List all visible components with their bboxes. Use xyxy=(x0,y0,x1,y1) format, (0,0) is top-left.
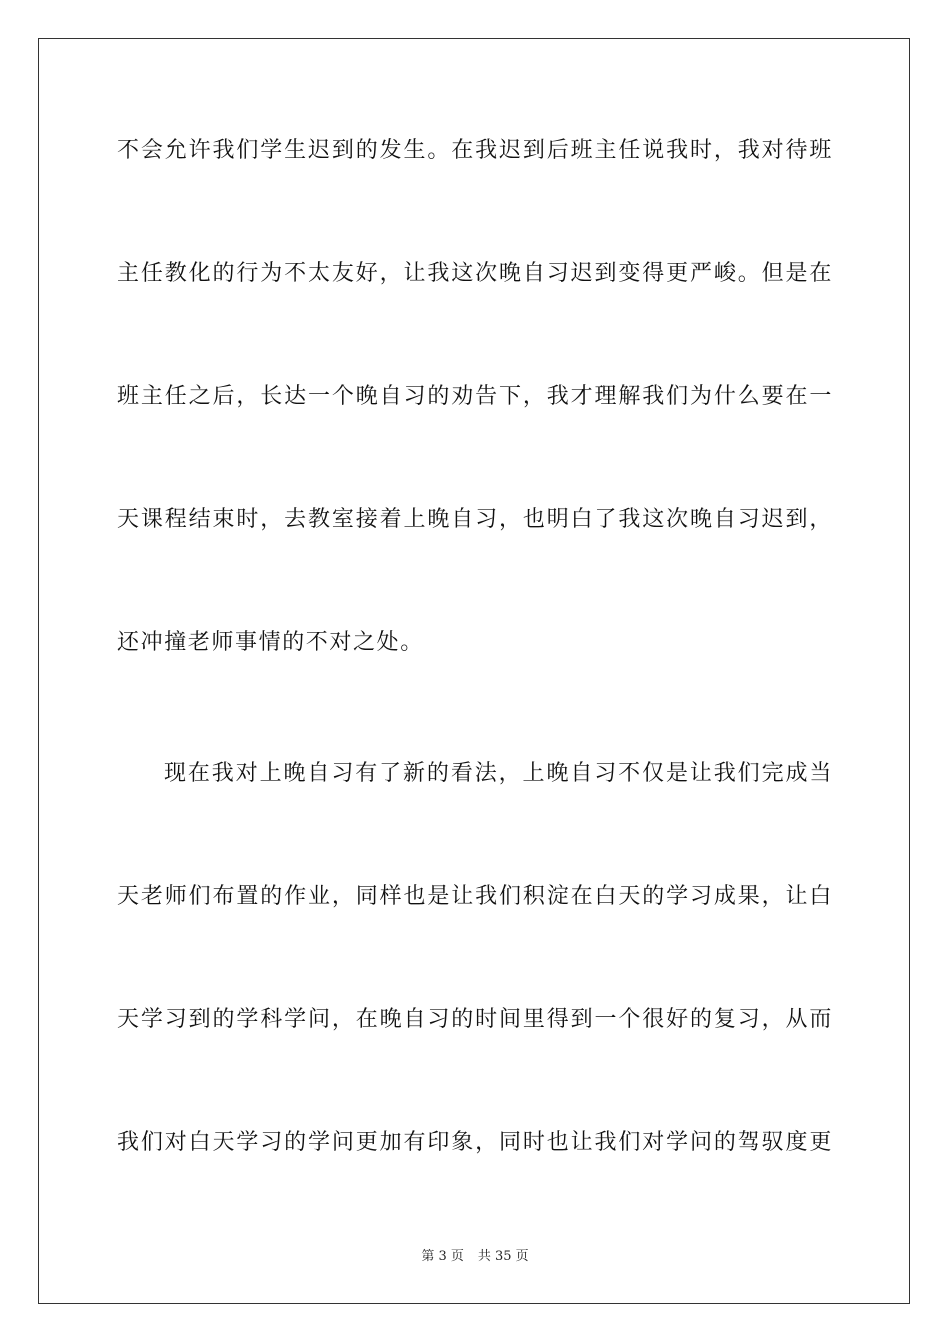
text-line: 还冲撞老师事情的不对之处。 xyxy=(117,630,424,655)
text-line: 天课程结束时，去教室接着上晚自习，也明白了我这次晚自习迟到， xyxy=(117,507,833,532)
page-number: 第 3 页 xyxy=(421,1249,464,1264)
page-total: 共 35 页 xyxy=(477,1249,529,1264)
text-line: 天老师们布置的作业，同样也是让我们积淀在白天的学习成果，让白 xyxy=(117,884,833,909)
text-line: 班主任之后，长达一个晚自习的劝告下，我才理解我们为什么要在一 xyxy=(117,384,833,409)
page-footer xyxy=(0,1248,950,1266)
paragraph-first-line: 现在我对上晚自习有了新的看法，上晚自习不仅是让我们完成当 xyxy=(164,761,833,786)
text-line: 主任教化的行为不太友好，让我这次晚自习迟到变得更严峻。但是在 xyxy=(117,261,833,286)
text-line: 天学习到的学科学问，在晚自习的时间里得到一个很好的复习，从而 xyxy=(117,1007,833,1032)
page-border xyxy=(38,38,910,1304)
text-line: 不会允许我们学生迟到的发生。在我迟到后班主任说我时，我对待班 xyxy=(117,138,833,163)
text-line: 我们对白天学习的学问更加有印象，同时也让我们对学问的驾驭度更 xyxy=(117,1130,833,1155)
